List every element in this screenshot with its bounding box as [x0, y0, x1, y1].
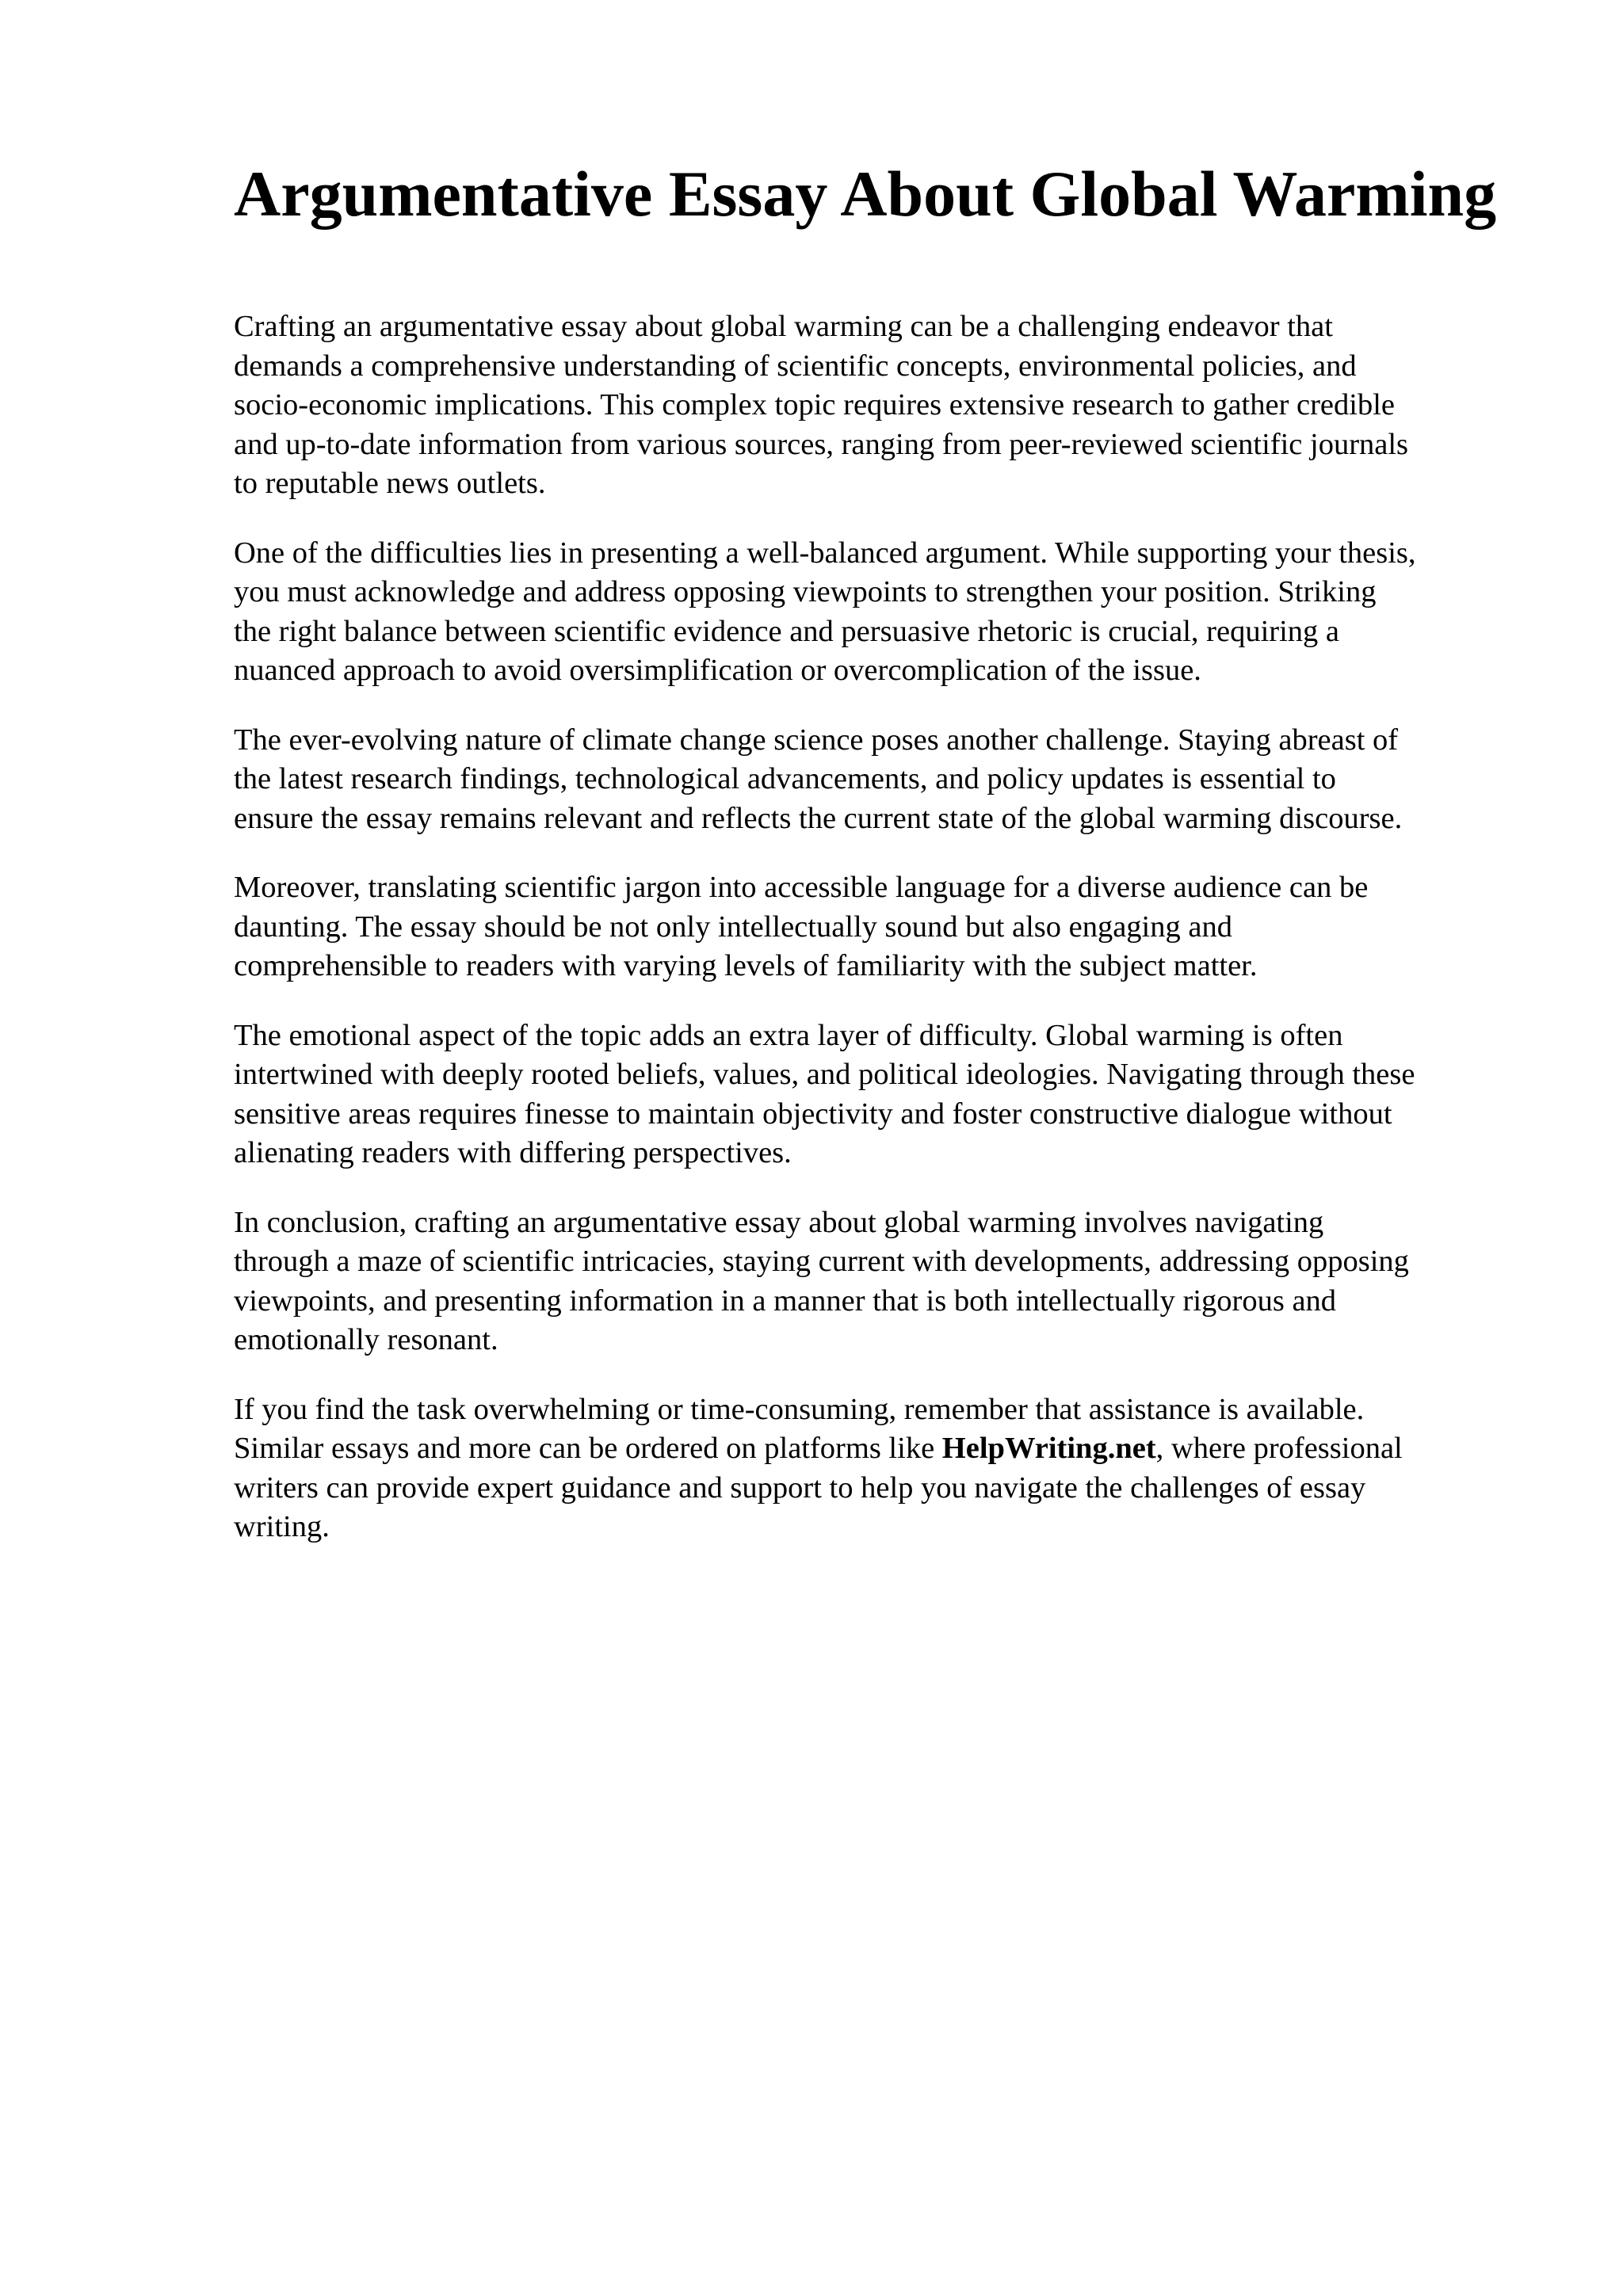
paragraph-line: emotionally resonant.: [234, 1323, 498, 1356]
paragraph-line: the right balance between scientific evidence and persuasive rhetoric is crucial, requiring a: [234, 614, 1340, 648]
paragraph-1: [234, 307, 1533, 504]
paragraph-5: [234, 1016, 1533, 1173]
paragraph-line: Moreover, translating scientific jargon into accessible language for a diverse audience can be: [234, 871, 1369, 904]
document-title: Argumentative Essay About Global Warming: [234, 158, 1497, 230]
paragraph-4: [234, 868, 1533, 986]
closing-text-before-link: Similar essays and more can be ordered on platforms like: [234, 1432, 942, 1465]
paragraph-line: In conclusion, crafting an argumentative essay about global warming involves navigating: [234, 1205, 1324, 1239]
paragraph-line: The emotional aspect of the topic adds an extra layer of difficulty. Global warming is often: [234, 1018, 1343, 1052]
paragraph-line: writing.: [234, 1510, 330, 1543]
paragraph-3: [234, 721, 1533, 839]
paragraph-line: intertwined with deeply rooted beliefs, values, and political ideologies. Navigating through these: [234, 1058, 1415, 1091]
paragraph-line: writers can provide expert guidance and support to help you navigate the challenges of essay: [234, 1470, 1366, 1505]
paragraph-line: daunting. The essay should be not only intellectually sound but also engaging and: [234, 910, 1232, 944]
paragraph-line: socio-economic implications. This complex topic requires extensive research to gather credible: [234, 388, 1395, 421]
paragraph-line: viewpoints, and presenting information in a manner that is both intellectually rigorous and: [234, 1283, 1337, 1318]
paragraph-line: [234, 1429, 1533, 1469]
paragraph-line: demands a comprehensive understanding of scientific concepts, environmental policies, and: [234, 349, 1357, 383]
helpwriting-link[interactable]: HelpWriting.net: [941, 1432, 1156, 1465]
paragraph-line: nuanced approach to avoid oversimplification or overcomplication of the issue.: [234, 654, 1201, 687]
paragraph-line: One of the difficulties lies in presenting a well-balanced argument. While supporting your thesis,: [234, 536, 1416, 570]
paragraph-line: through a maze of scientific intricacies, staying current with developments, addressing opposing: [234, 1245, 1409, 1278]
paragraph-line: the latest research findings, technological advancements, and policy updates is essential to: [234, 762, 1336, 795]
paragraph-line: ensure the essay remains relevant and reflects the current state of the global warming discourse.: [234, 801, 1403, 835]
paragraph-line: and up-to-date information from various sources, ranging from peer-reviewed scientific journals: [234, 427, 1409, 461]
paragraph-line: you must acknowledge and address opposing viewpoints to strengthen your position. Striking: [234, 575, 1377, 608]
paragraph-line: If you find the task overwhelming or time-consuming, remember that assistance is available.: [234, 1392, 1365, 1426]
paragraph-line: The ever-evolving nature of climate change science poses another challenge. Staying abreast of: [234, 723, 1399, 757]
paragraph-line: sensitive areas requires finesse to maintain objectivity and foster constructive dialogue without: [234, 1097, 1392, 1131]
paragraph-6: [234, 1203, 1533, 1360]
paragraph-line: Crafting an argumentative essay about global warming can be a challenging endeavor that: [234, 310, 1333, 343]
paragraph-2: [234, 534, 1533, 691]
paragraph-line: to reputable news outlets.: [234, 467, 546, 500]
closing-paragraph: [234, 1390, 1533, 1547]
paragraph-line: comprehensible to readers with varying levels of familiarity with the subject matter.: [234, 949, 1258, 982]
document-content: [234, 151, 1533, 1577]
paragraph-line: alienating readers with differing perspectives.: [234, 1136, 792, 1169]
document-body: [234, 307, 1533, 1547]
closing-text-after-link: , where professional: [1155, 1432, 1403, 1465]
